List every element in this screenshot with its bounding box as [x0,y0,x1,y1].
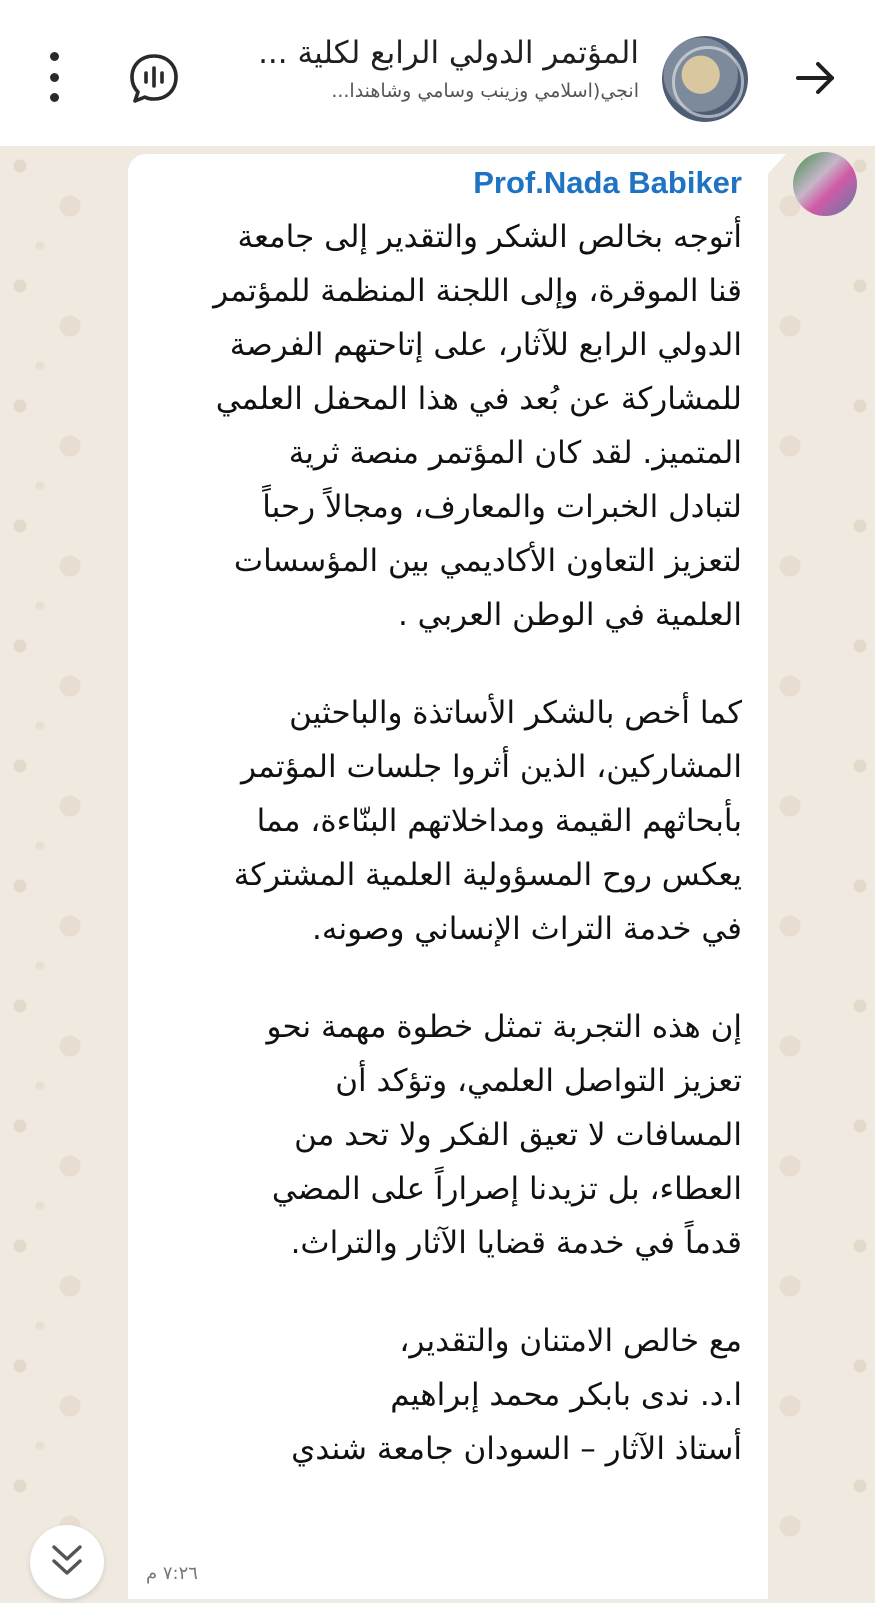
group-avatar-emblem [672,46,744,118]
sender-avatar[interactable] [793,152,857,216]
message-line: قنا الموقرة، وإلى اللجنة المنظمة للمؤتمر [213,273,742,309]
voice-chat-button[interactable] [128,52,180,104]
message-line: للمشاركة عن بُعد في هذا المحفل العلمي [215,381,742,417]
message-line: لتعزيز التعاون الأكاديمي بين المؤسسات [233,543,742,579]
double-chevron-down-icon [30,1525,104,1599]
more-vertical-icon-dot [50,93,59,102]
arrow-right-icon [792,54,840,102]
message-line: إن هذه التجربة تمثل خطوة مهمة نحو [266,1009,742,1045]
message-line: أستاذ الآثار – السودان جامعة شندي [291,1431,742,1467]
message-bubble-tail [766,154,786,176]
message-line: ا.د. ندى بابكر محمد إبراهيم [390,1377,742,1413]
message-line: كما أخص بالشكر الأساتذة والباحثين [289,695,742,731]
message-line: المشاركين، الذين أثروا جلسات المؤتمر [240,749,742,785]
scroll-to-bottom-button[interactable] [30,1525,104,1599]
message-timestamp: ٧:٢٦ م [146,1563,198,1584]
chat-participants: انجي(اسلامي وزينب وسامي وشاهندا... [331,80,639,102]
message-line: بأبحاثهم القيمة ومداخلاتهم البنّاءة، مما [256,803,742,839]
message-line: لتبادل الخبرات والمعارف، ومجالاً رحباً [262,489,742,525]
message-line: المتميز. لقد كان المؤتمر منصة ثرية [288,435,742,471]
message-line: مع خالص الامتنان والتقدير، [399,1323,742,1359]
message-line: العلمية في الوطن العربي . [397,597,742,633]
group-avatar[interactable] [662,36,748,122]
more-vertical-icon-dot [50,73,59,82]
chat-title-block[interactable] [209,32,639,108]
message-line: قدماً في خدمة قضايا الآثار والتراث. [290,1225,742,1261]
chat-title: المؤتمر الدولي الرابع لكلية ... [258,35,639,71]
chat-header [0,0,875,147]
voice-chat-icon [128,52,180,104]
message-line: أتوجه بخالص الشكر والتقدير إلى جامعة [237,219,742,255]
message-line: تعزيز التواصل العلمي، وتؤكد أن [335,1063,742,1099]
paragraph-gap [142,956,742,1000]
message-line: العطاء، بل تزيدنا إصراراً على المضي [271,1171,742,1207]
back-button[interactable] [792,54,840,102]
sender-name[interactable]: Prof.Nada Babiker [473,165,742,200]
paragraph-gap [142,1270,742,1314]
message-text [142,210,742,1476]
message-line: يعكس روح المسؤولية العلمية المشتركة [233,857,742,893]
message-line: الدولي الرابع للآثار، على إتاحتهم الفرصة [229,327,742,363]
paragraph-gap [142,642,742,686]
message-line: في خدمة التراث الإنساني وصونه. [312,911,742,947]
more-vertical-icon [50,52,59,61]
message-line: المسافات لا تعيق الفكر ولا تحد من [294,1117,742,1153]
more-options-button[interactable] [36,52,72,102]
